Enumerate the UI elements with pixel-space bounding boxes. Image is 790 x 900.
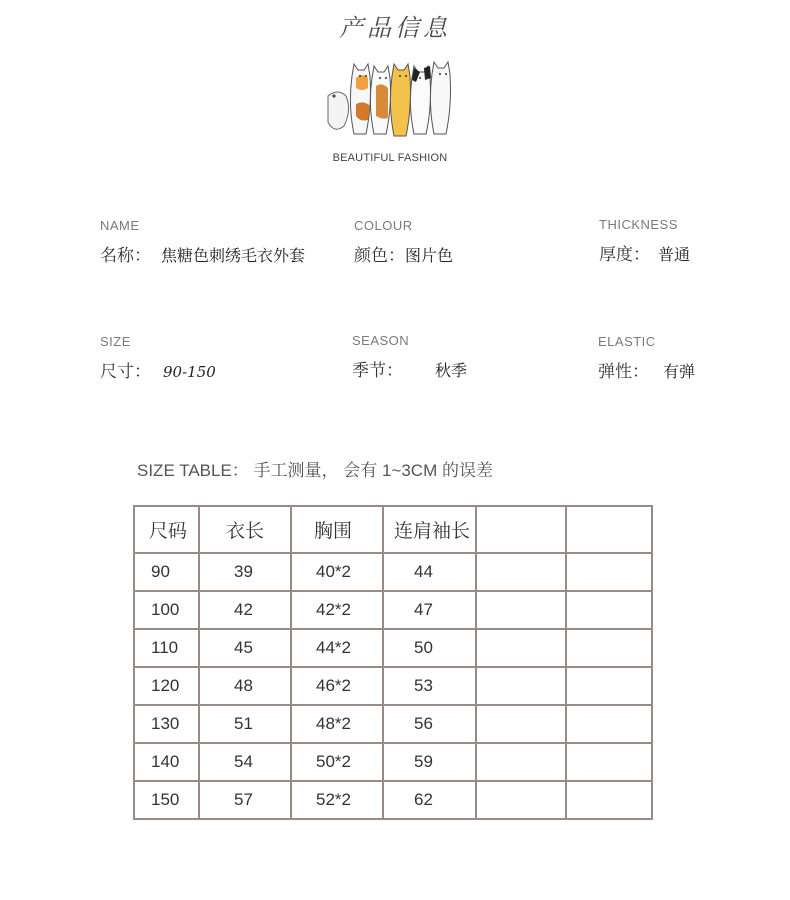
table-cell: 50 bbox=[383, 629, 476, 667]
brand-logo bbox=[320, 56, 460, 168]
table-cell: 39 bbox=[199, 553, 291, 591]
colour-value: 图片色 bbox=[405, 246, 454, 265]
table-cell: 44*2 bbox=[291, 629, 383, 667]
table-cell: 150 bbox=[134, 781, 199, 819]
colour-label: 颜色： bbox=[354, 246, 405, 266]
elastic-en-label: ELASTIC bbox=[598, 334, 656, 349]
thickness-value: 普通 bbox=[658, 245, 691, 264]
table-cell: 130 bbox=[134, 705, 199, 743]
table-cell bbox=[566, 629, 652, 667]
table-cell bbox=[566, 781, 652, 819]
size-table bbox=[133, 505, 653, 820]
table-cell bbox=[566, 667, 652, 705]
table-cell: 44 bbox=[383, 553, 476, 591]
season-en-label: SEASON bbox=[352, 333, 410, 348]
table-cell: 59 bbox=[383, 743, 476, 781]
table-cell: 140 bbox=[134, 743, 199, 781]
table-cell bbox=[566, 553, 652, 591]
cats-illustration bbox=[320, 56, 460, 152]
table-cell bbox=[566, 705, 652, 743]
table-cell: 47 bbox=[383, 591, 476, 629]
table-cell: 40*2 bbox=[291, 553, 383, 591]
info-colour bbox=[354, 218, 453, 266]
table-cell bbox=[476, 781, 566, 819]
size-table-header bbox=[134, 506, 652, 553]
logo-caption: BEAUTIFUL FASHION bbox=[332, 152, 448, 164]
table-cell: 120 bbox=[134, 667, 199, 705]
thickness-label: 厚度： bbox=[599, 245, 650, 265]
table-cell bbox=[476, 553, 566, 591]
table-row bbox=[134, 705, 652, 743]
table-cell: 42 bbox=[199, 591, 291, 629]
table-row bbox=[134, 743, 652, 781]
season-label: 季节： bbox=[352, 361, 403, 381]
colour-en-label: COLOUR bbox=[354, 218, 413, 233]
info-thickness bbox=[599, 217, 690, 265]
header-cell: 胸围 bbox=[291, 506, 383, 553]
page-heading: 产品信息 bbox=[339, 14, 451, 42]
table-cell: 50*2 bbox=[291, 743, 383, 781]
table-cell: 52*2 bbox=[291, 781, 383, 819]
size-en-label: SIZE bbox=[100, 334, 131, 349]
table-row bbox=[134, 781, 652, 819]
season-value: 秋季 bbox=[435, 361, 468, 380]
table-cell: 62 bbox=[383, 781, 476, 819]
table-cell: 110 bbox=[134, 629, 199, 667]
name-label: 名称： bbox=[100, 246, 151, 266]
table-cell: 48 bbox=[199, 667, 291, 705]
thickness-en-label: THICKNESS bbox=[599, 217, 678, 232]
table-cell: 46*2 bbox=[291, 667, 383, 705]
table-row bbox=[134, 629, 652, 667]
name-en-label: NAME bbox=[100, 218, 140, 233]
table-cell bbox=[476, 743, 566, 781]
table-row bbox=[134, 667, 652, 705]
name-value: 焦糖色刺绣毛衣外套 bbox=[161, 246, 306, 265]
table-cell bbox=[566, 591, 652, 629]
table-cell: 42*2 bbox=[291, 591, 383, 629]
info-season bbox=[352, 333, 467, 381]
table-cell bbox=[476, 591, 566, 629]
header-cell bbox=[566, 506, 652, 553]
table-cell bbox=[476, 629, 566, 667]
table-row bbox=[134, 553, 652, 591]
header-cell: 尺码 bbox=[134, 506, 199, 553]
info-size bbox=[100, 334, 216, 382]
info-name bbox=[100, 218, 305, 266]
size-label: 尺寸： bbox=[100, 362, 151, 382]
size-value: 90-150 bbox=[163, 363, 216, 381]
header-cell: 衣长 bbox=[199, 506, 291, 553]
table-cell: 54 bbox=[199, 743, 291, 781]
table-cell: 90 bbox=[134, 553, 199, 591]
table-cell: 53 bbox=[383, 667, 476, 705]
table-cell: 51 bbox=[199, 705, 291, 743]
table-cell bbox=[476, 705, 566, 743]
table-cell: 57 bbox=[199, 781, 291, 819]
table-cell: 56 bbox=[383, 705, 476, 743]
table-cell bbox=[476, 667, 566, 705]
table-row bbox=[134, 591, 652, 629]
table-cell: 48*2 bbox=[291, 705, 383, 743]
size-table-title: SIZE TABLE： 手工测量， 会有 1~3CM 的误差 bbox=[137, 461, 493, 480]
header-cell: 连肩袖长 bbox=[383, 506, 476, 553]
info-elastic bbox=[598, 334, 695, 382]
table-cell: 100 bbox=[134, 591, 199, 629]
header-cell bbox=[476, 506, 566, 553]
table-cell: 45 bbox=[199, 629, 291, 667]
elastic-value: 有弹 bbox=[663, 362, 696, 381]
elastic-label: 弹性： bbox=[598, 362, 649, 382]
table-cell bbox=[566, 743, 652, 781]
